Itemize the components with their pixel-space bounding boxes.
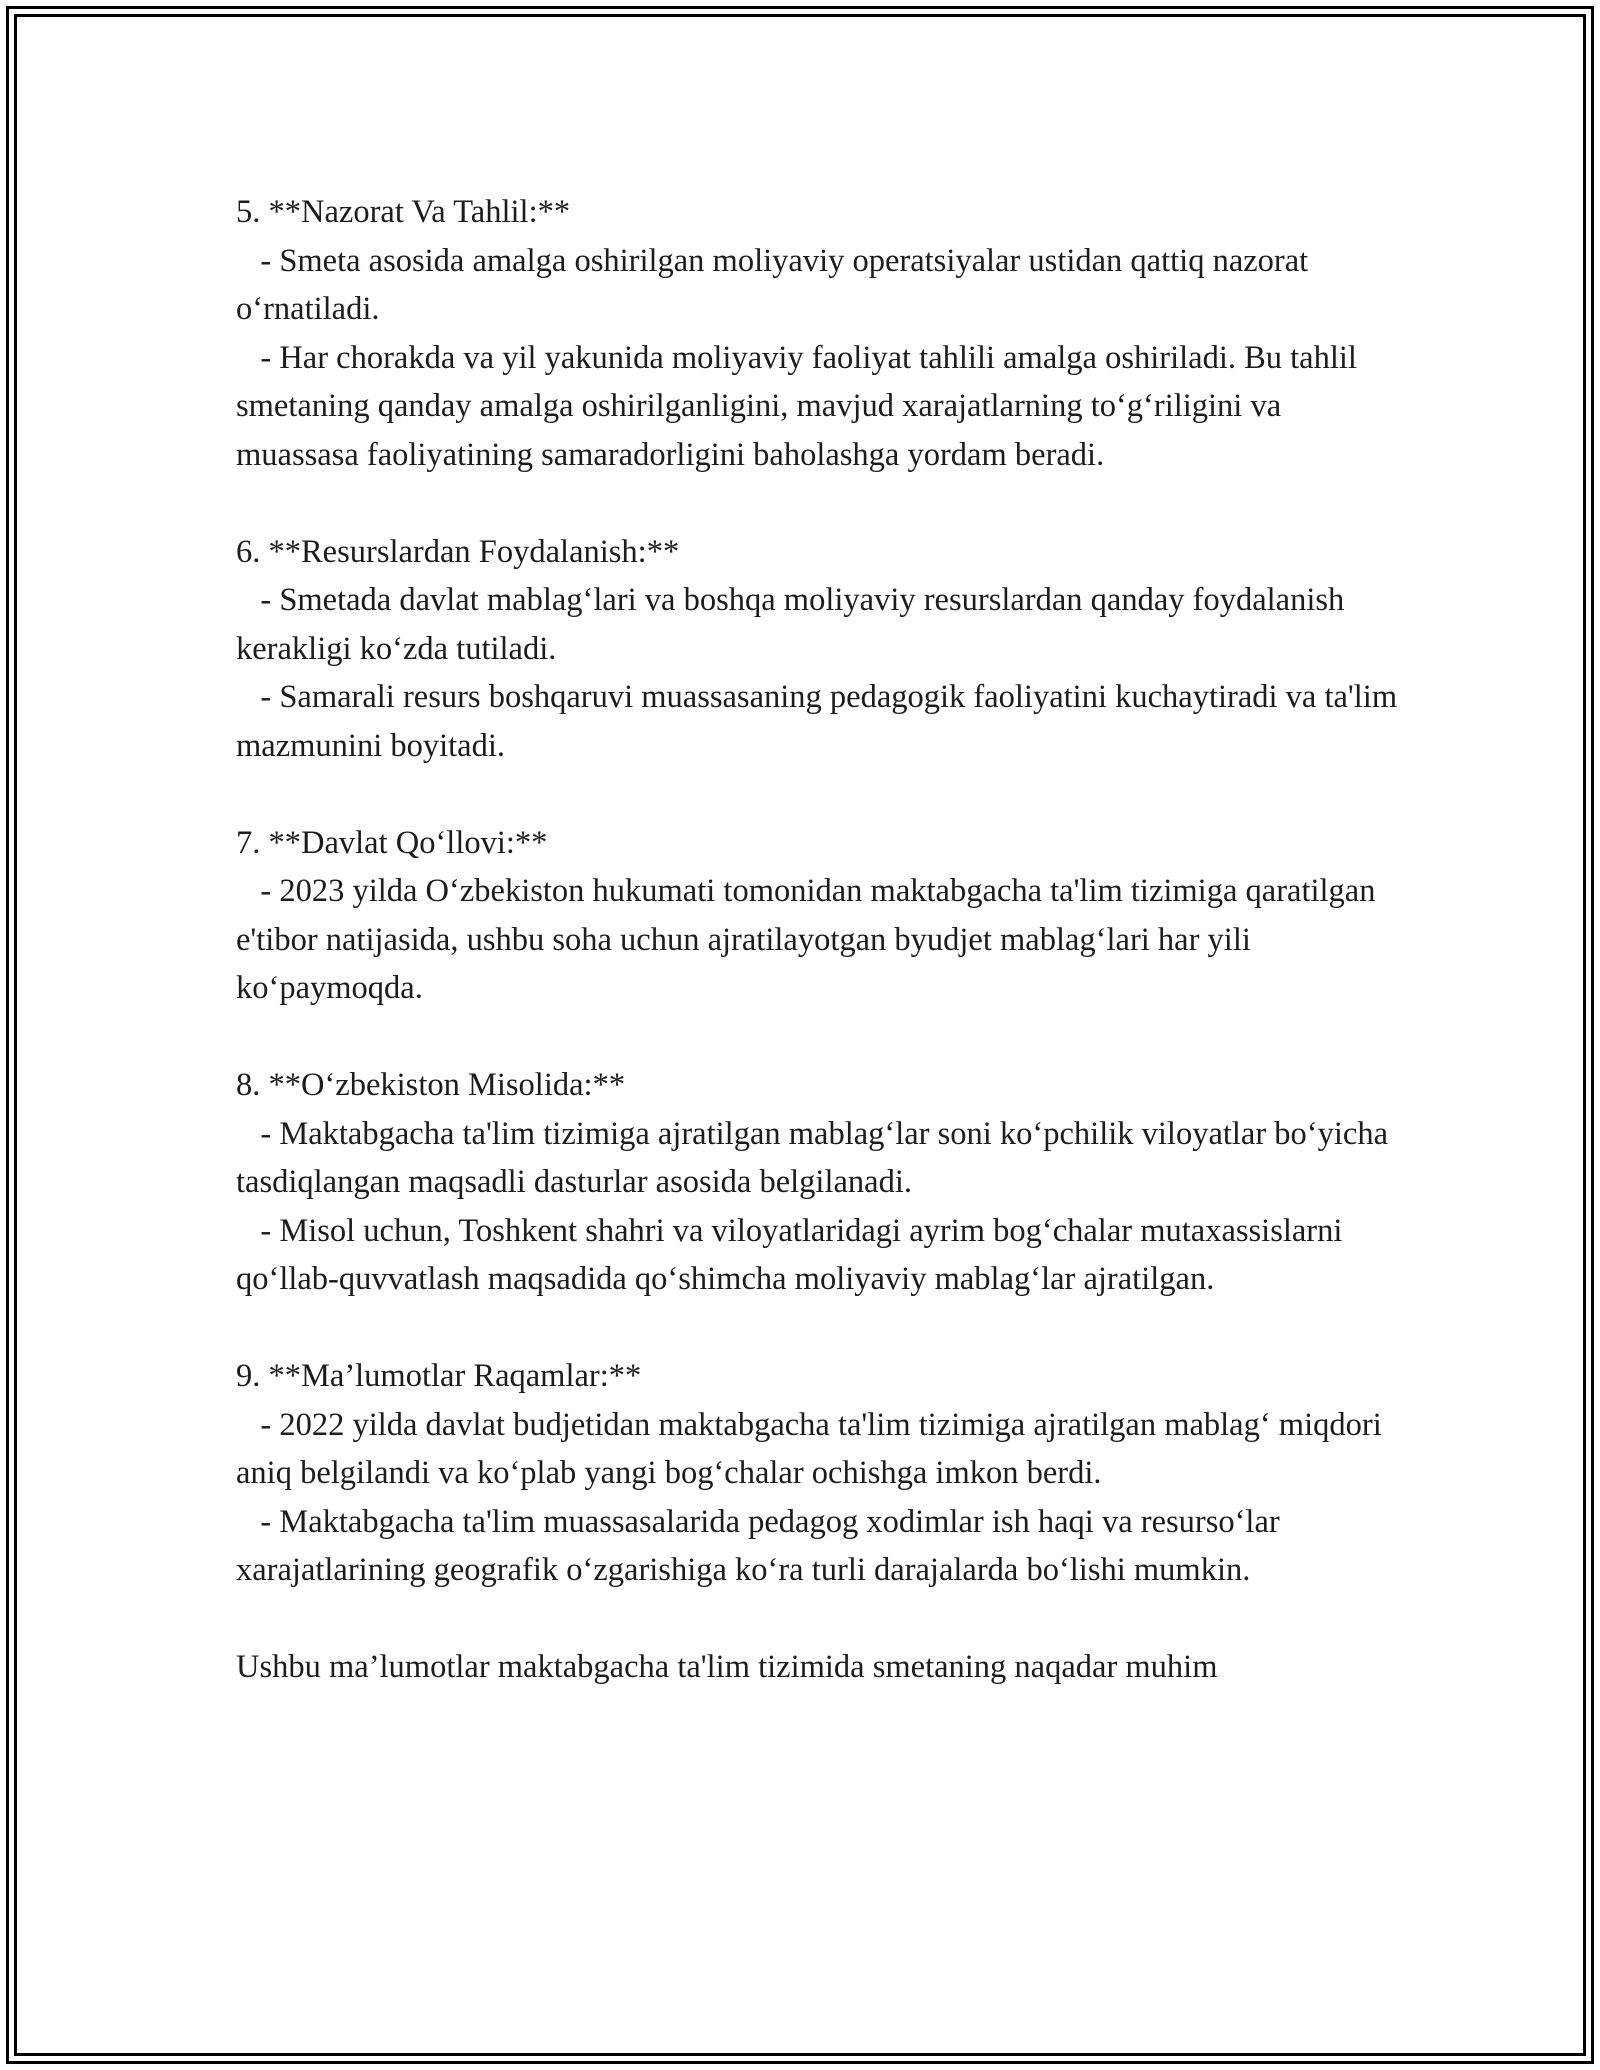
bullet-item: - Smetada davlat mablag‘lari va boshqa moliyaviy resurslardan qanday foydalanish kerakligi ko‘zda tutiladi. [236, 582, 1353, 667]
section-nazorat-va-tahlil [236, 188, 1406, 479]
section-heading: 9. **Ma’lumotlar Raqamlar:** [236, 1358, 642, 1394]
section-ozbekiston-misolida [236, 1061, 1406, 1304]
bullet-item: - Maktabgacha ta'lim muassasalarida pedagog xodimlar ish haqi va resurso‘lar xarajatlarining geografik o‘zgarishiga ko‘ra turli darajalarda bo‘lishi mumkin. [236, 1503, 1288, 1588]
section-malumotlar-raqamlar [236, 1352, 1406, 1595]
bullet-item: - Har chorakda va yil yakunida moliyaviy faoliyat tahlili amalga oshiriladi. Bu tahlil smetaning qanday amalga oshirilganligini, mavjud xarajatlarning to‘g‘riligini va muassasa faoliyatining samaradorligini baholashga yordam beradi. [236, 339, 1366, 473]
bullet-item: - Maktabgacha ta'lim tizimiga ajratilgan mablag‘lar soni ko‘pchilik viloyatlar bo‘yicha tasdiqlangan maqsadli dasturlar asosida belgilanadi. [236, 1115, 1397, 1200]
document-body [236, 188, 1406, 1692]
section-heading: 6. **Resurslardan Foydalanish:** [236, 533, 680, 570]
section-heading: 8. **O‘zbekiston Misolida:** [236, 1067, 626, 1103]
bullet-item: - 2023 yilda O‘zbekiston hukumati tomonidan maktabgacha ta'lim tizimiga qaratilgan e'tibor natijasida, ushbu soha uchun ajratilayotgan byudjet mablag‘lari har yili ko‘paymoqda. [236, 873, 1384, 1006]
bullet-item: - Misol uchun, Toshkent shahri va viloyatlaridagi ayrim bog‘chalar mutaxassislarni qo‘llab-quvvatlash maqsadida qo‘shimcha moliyaviy mablag‘lar ajratilgan. [236, 1212, 1351, 1297]
bullet-item: - 2022 yilda davlat budjetidan maktabgacha ta'lim tizimiga ajratilgan mablag‘ miqdori aniq belgilandi va ko‘plab yangi bog‘chalar ochishga imkon berdi. [236, 1406, 1390, 1491]
bullet-item: - Smeta asosida amalga oshirilgan moliyaviy operatsiyalar ustidan qattiq nazorat o‘rnatiladi. [236, 242, 1317, 327]
section-heading: 5. **Nazorat Va Tahlil:** [236, 194, 571, 230]
section-davlat-qollovi [236, 819, 1406, 1013]
bullet-item: - Samarali resurs boshqaruvi muassasaning pedagogik faoliyatini kuchaytiradi va ta'lim mazmunini boyitadi. [236, 679, 1406, 764]
section-heading: 7. **Davlat Qo‘llovi:** [236, 824, 548, 861]
closing-paragraph: Ushbu ma’lumotlar maktabgacha ta'lim tizimida smetaning naqadar muhim [236, 1649, 1218, 1685]
section-resurslardan-foydalanish [236, 528, 1406, 771]
